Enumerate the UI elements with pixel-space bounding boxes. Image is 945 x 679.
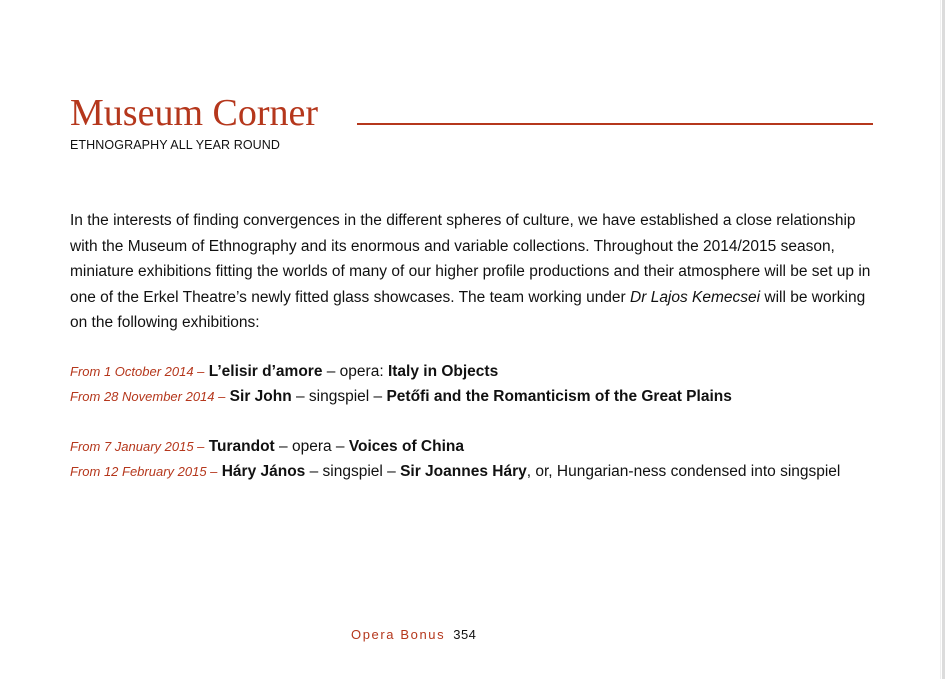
production-title: Háry János: [221, 463, 306, 480]
intro-paragraph: [70, 208, 880, 336]
exhibition-list: [70, 359, 890, 484]
page-subtitle: ETHNOGRAPHY ALL YEAR ROUND: [70, 138, 281, 152]
footer-brand: Opera Bonus: [351, 627, 446, 642]
page-number: 354: [453, 627, 477, 642]
exhibition-title: Sir Joannes Háry: [400, 463, 527, 480]
exhibition-item: [70, 459, 890, 484]
exhibition-item: [70, 384, 890, 409]
curator-name: Dr Lajos Kemecsei: [630, 288, 761, 306]
production-genre: – opera:: [322, 363, 388, 380]
exhibition-title: Petőfi and the Romanticism of the Great Plains: [386, 388, 732, 405]
production-title: Sir John: [229, 388, 292, 405]
page-edge-shadow: [940, 0, 941, 679]
page-title: Museum Corner: [70, 92, 319, 134]
intro-text-1: In the interests of finding convergences in the different spheres of culture, we have established a close relationship with the Museum of Ethnography and its enormous and variable collections. Throughout the 2014/2015 season, miniature exhibitions fitting the worlds of many of our higher profile productions and their atmosphere will be set up in one of the Erkel Theatre’s newly fitted glass showcases. The team working under: [70, 212, 871, 306]
exhibition-title: Italy in Objects: [387, 363, 499, 380]
exhibition-item: [70, 434, 890, 459]
production-genre: – singspiel –: [291, 388, 387, 405]
exhibition-date: From 1 October 2014 –: [70, 364, 205, 379]
production-title: Turandot: [208, 438, 275, 455]
exhibition-date: From 28 November 2014 –: [70, 389, 226, 404]
intro-text-2: will be working on the following exhibitions:: [70, 288, 866, 331]
exhibition-date: From 12 February 2015 –: [70, 464, 218, 479]
page-footer: [351, 626, 476, 644]
list-gap: [70, 409, 890, 434]
production-genre: – singspiel –: [305, 463, 401, 480]
exhibition-suffix: , or, Hungarian-ness condensed into singspiel: [526, 463, 841, 480]
exhibition-item: [70, 359, 890, 384]
exhibition-title: Voices of China: [348, 438, 464, 455]
exhibition-date: From 7 January 2015 –: [70, 439, 205, 454]
production-title: L’elisir d’amore: [208, 363, 323, 380]
title-rule: [357, 123, 873, 125]
production-genre: – opera –: [274, 438, 349, 455]
